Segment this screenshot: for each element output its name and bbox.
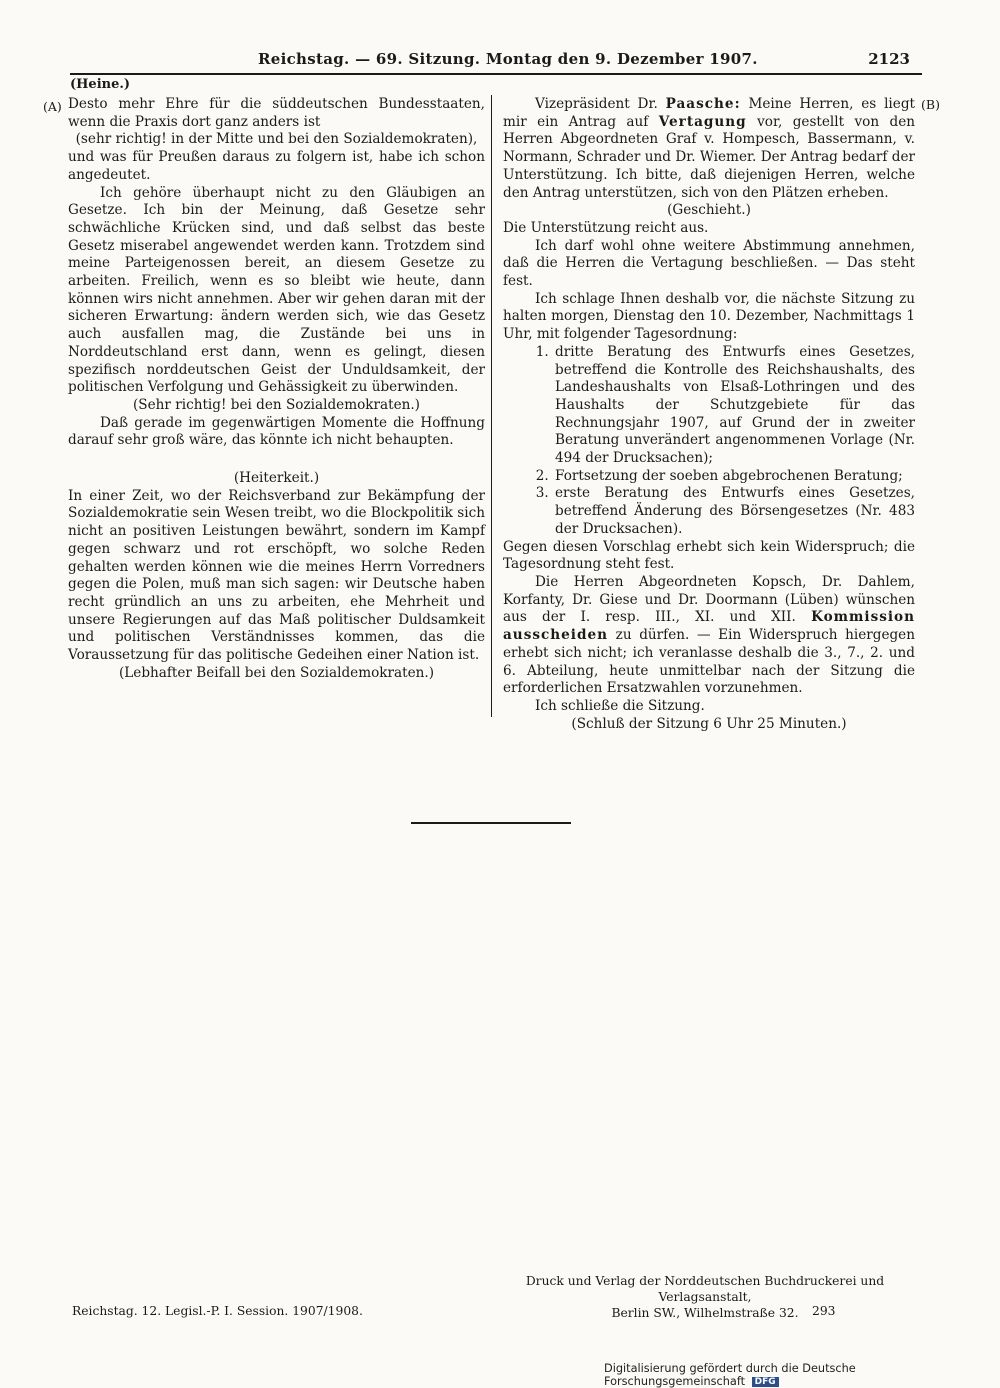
agenda-item: 3. erste Beratung des Entwurfs eines Gesetzes, betreffend Änderung des Börsengesetzes (Nr. 483 der Drucksachen). bbox=[553, 485, 915, 538]
margin-mark-b: (B) bbox=[921, 97, 940, 112]
paragraph: Ich schließe die Sitzung. bbox=[535, 697, 705, 714]
speaker-intro: Vizepräsident Dr. bbox=[535, 96, 658, 112]
funding-text: Digitalisierung gefördert durch die Deutsche Forschungsgemeinschaft bbox=[604, 1362, 856, 1388]
agenda-list bbox=[503, 344, 915, 539]
text-run: Die Herren Abgeordneten Kopsch, Dr. Dahlem, Korfanty, Dr. Giese und Dr. Doormann (Lüben) wünschen aus der I. resp. III., XI. und XII. bbox=[503, 573, 915, 626]
funding-note bbox=[604, 1362, 1000, 1388]
end-rule bbox=[411, 822, 571, 824]
imprint-line: Berlin SW., Wilhelmstraße 32. bbox=[611, 1306, 799, 1320]
text-run: zu dürfen. — Ein Widerspruch hiergegen erhebt sich nicht; ich veranlasse deshalb die 3., 7., 2. und 6. Abteilung, heute unmittelbar nach der Sitzung die erforderlichen Ersatzwahlen vorzunehmen. bbox=[503, 627, 915, 697]
right-column bbox=[503, 96, 915, 733]
paragraph: und was für Preußen daraus zu folgern ist, habe ich schon angedeutet. bbox=[68, 149, 485, 183]
page-header bbox=[70, 50, 920, 72]
paragraph: Ich gehöre überhaupt nicht zu den Gläubigen an Gesetze. Ich bin der Meinung, daß Gesetze sehr schwächliche Krücken sind, und daß selbst das beste Gesetz miserabel angewendet werden kann. Trotzdem sind meine Parteigenossen bereit, an diesem Gesetze zu arbeiten. Freilich, wenn es so bleibt wie heute, dann können wirs nicht annehmen. Aber wir gehen daran mit der sicheren Erwartung: ändern werden sich, wie das Gesetz auch ausfallen mag, die Zustände bei uns in Norddeutschland erst dann, wenn es gelingt, diesen spezifisch norddeutschen Geist der Unduldsamkeit, der politischen Verfolgung und Gehässigkeit zu überwinden. bbox=[68, 184, 485, 396]
left-column bbox=[68, 96, 485, 683]
speaker-tag: (Heine.) bbox=[70, 77, 131, 92]
speaker-name: Paasche: bbox=[665, 96, 741, 112]
agenda-item: 2. Fortsetzung der soeben abgebrochenen Beratung; bbox=[553, 468, 915, 486]
interjection: (Geschieht.) bbox=[667, 202, 751, 219]
paragraph: Ich darf wohl ohne weitere Abstimmung annehmen, daß die Herren die Vertagung beschließen. — Das steht fest. bbox=[503, 237, 915, 290]
paragraph: Daß gerade im gegenwärtigen Momente die Hoffnung darauf sehr groß wäre, das könnte ich nicht behaupten. bbox=[68, 414, 485, 449]
interjection: (Sehr richtig! bei den Sozialdemokraten.) bbox=[133, 396, 420, 413]
interjection: (Schluß der Sitzung 6 Uhr 25 Minuten.) bbox=[571, 715, 847, 732]
dfg-logo-icon: DFG bbox=[752, 1377, 779, 1387]
paragraph bbox=[503, 96, 915, 202]
imprint bbox=[493, 1273, 917, 1321]
header-rule bbox=[70, 73, 922, 75]
paragraph: Die Unterstützung reicht aus. bbox=[503, 219, 709, 236]
running-title: Reichstag. — 69. Sitzung. Montag den 9. Dezember 1907. bbox=[258, 50, 758, 68]
spaced-term: Vertagung bbox=[658, 113, 747, 130]
interjection: (Lebhafter Beifall bei den Sozialdemokraten.) bbox=[118, 664, 435, 681]
paragraph bbox=[503, 574, 915, 698]
text-run: Meine Herren, es liegt mir ein Antrag auf bbox=[503, 96, 915, 130]
text-run: vor, gestellt von den Herren Abgeordneten Graf v. Hompesch, Bassermann, v. Normann, Schrader und Dr. Wiemer. Der Antrag bedarf der Unterstützung. Ich bitte, daß diejenigen Herren, welche den Antrag unterstützen, sich von den Plätzen erheben. bbox=[503, 113, 915, 201]
column-divider bbox=[491, 95, 492, 717]
margin-mark-a: (A) bbox=[43, 99, 62, 114]
paragraph: In einer Zeit, wo der Reichsverband zur Bekämpfung der Sozialdemokratie sein Wesen treibt, wo die Blockpolitik sich nicht an positiven Leistungen bewährt, sondern im Kampf gegen schwarz und rot erschöpft, wo solche Reden gehalten werden können wie die meines Herrn Vorredners gegen die Polen, muß man sich sagen: wir Deutsche haben recht gründlich an uns zu arbeiten, ehe Mehrheit und unsere Regierungen auf das Maß politischer Duldsamkeit und politischen Verständnisses kommen, das die Voraussetzung für das politische Gedeihen einer Nation ist. bbox=[68, 487, 485, 664]
footer-signature: Reichstag. 12. Legisl.-P. I. Session. 1907/1908. bbox=[72, 1304, 363, 1318]
interjection: (sehr richtig! in der Mitte und bei den Sozialdemokraten), bbox=[75, 131, 478, 148]
paragraph: Gegen diesen Vorschlag erhebt sich kein Widerspruch; die Tagesordnung steht fest. bbox=[503, 538, 915, 573]
agenda-item: 1. dritte Beratung des Entwurfs eines Gesetzes, betreffend die Kontrolle des Reichshaushalts, des Landeshaushalts von Elsaß-Lothringen und des Haushalts der Schutzgebiete für das Rechnungsjahr 1907, auf Grund der in zweiter Beratung unverändert angenommenen Vorlage (Nr. 494 der Drucksachen); bbox=[553, 344, 915, 468]
imprint-line: Druck und Verlag der Norddeutschen Buchdruckerei und Verlagsanstalt, bbox=[525, 1274, 885, 1304]
sheet-number: 293 bbox=[812, 1304, 836, 1318]
spaced-term: Kommission ausscheiden bbox=[503, 609, 915, 644]
interjection: (Heiterkeit.) bbox=[233, 470, 320, 487]
page-number: 2123 bbox=[868, 50, 910, 68]
paragraph: Desto mehr Ehre für die süddeutschen Bundesstaaten, wenn die Praxis dort ganz anders ist bbox=[68, 96, 485, 130]
paragraph: Ich schlage Ihnen deshalb vor, die nächste Sitzung zu halten morgen, Dienstag den 10. Dezember, Nachmittags 1 Uhr, mit folgender Tagesordnung: bbox=[503, 290, 915, 343]
